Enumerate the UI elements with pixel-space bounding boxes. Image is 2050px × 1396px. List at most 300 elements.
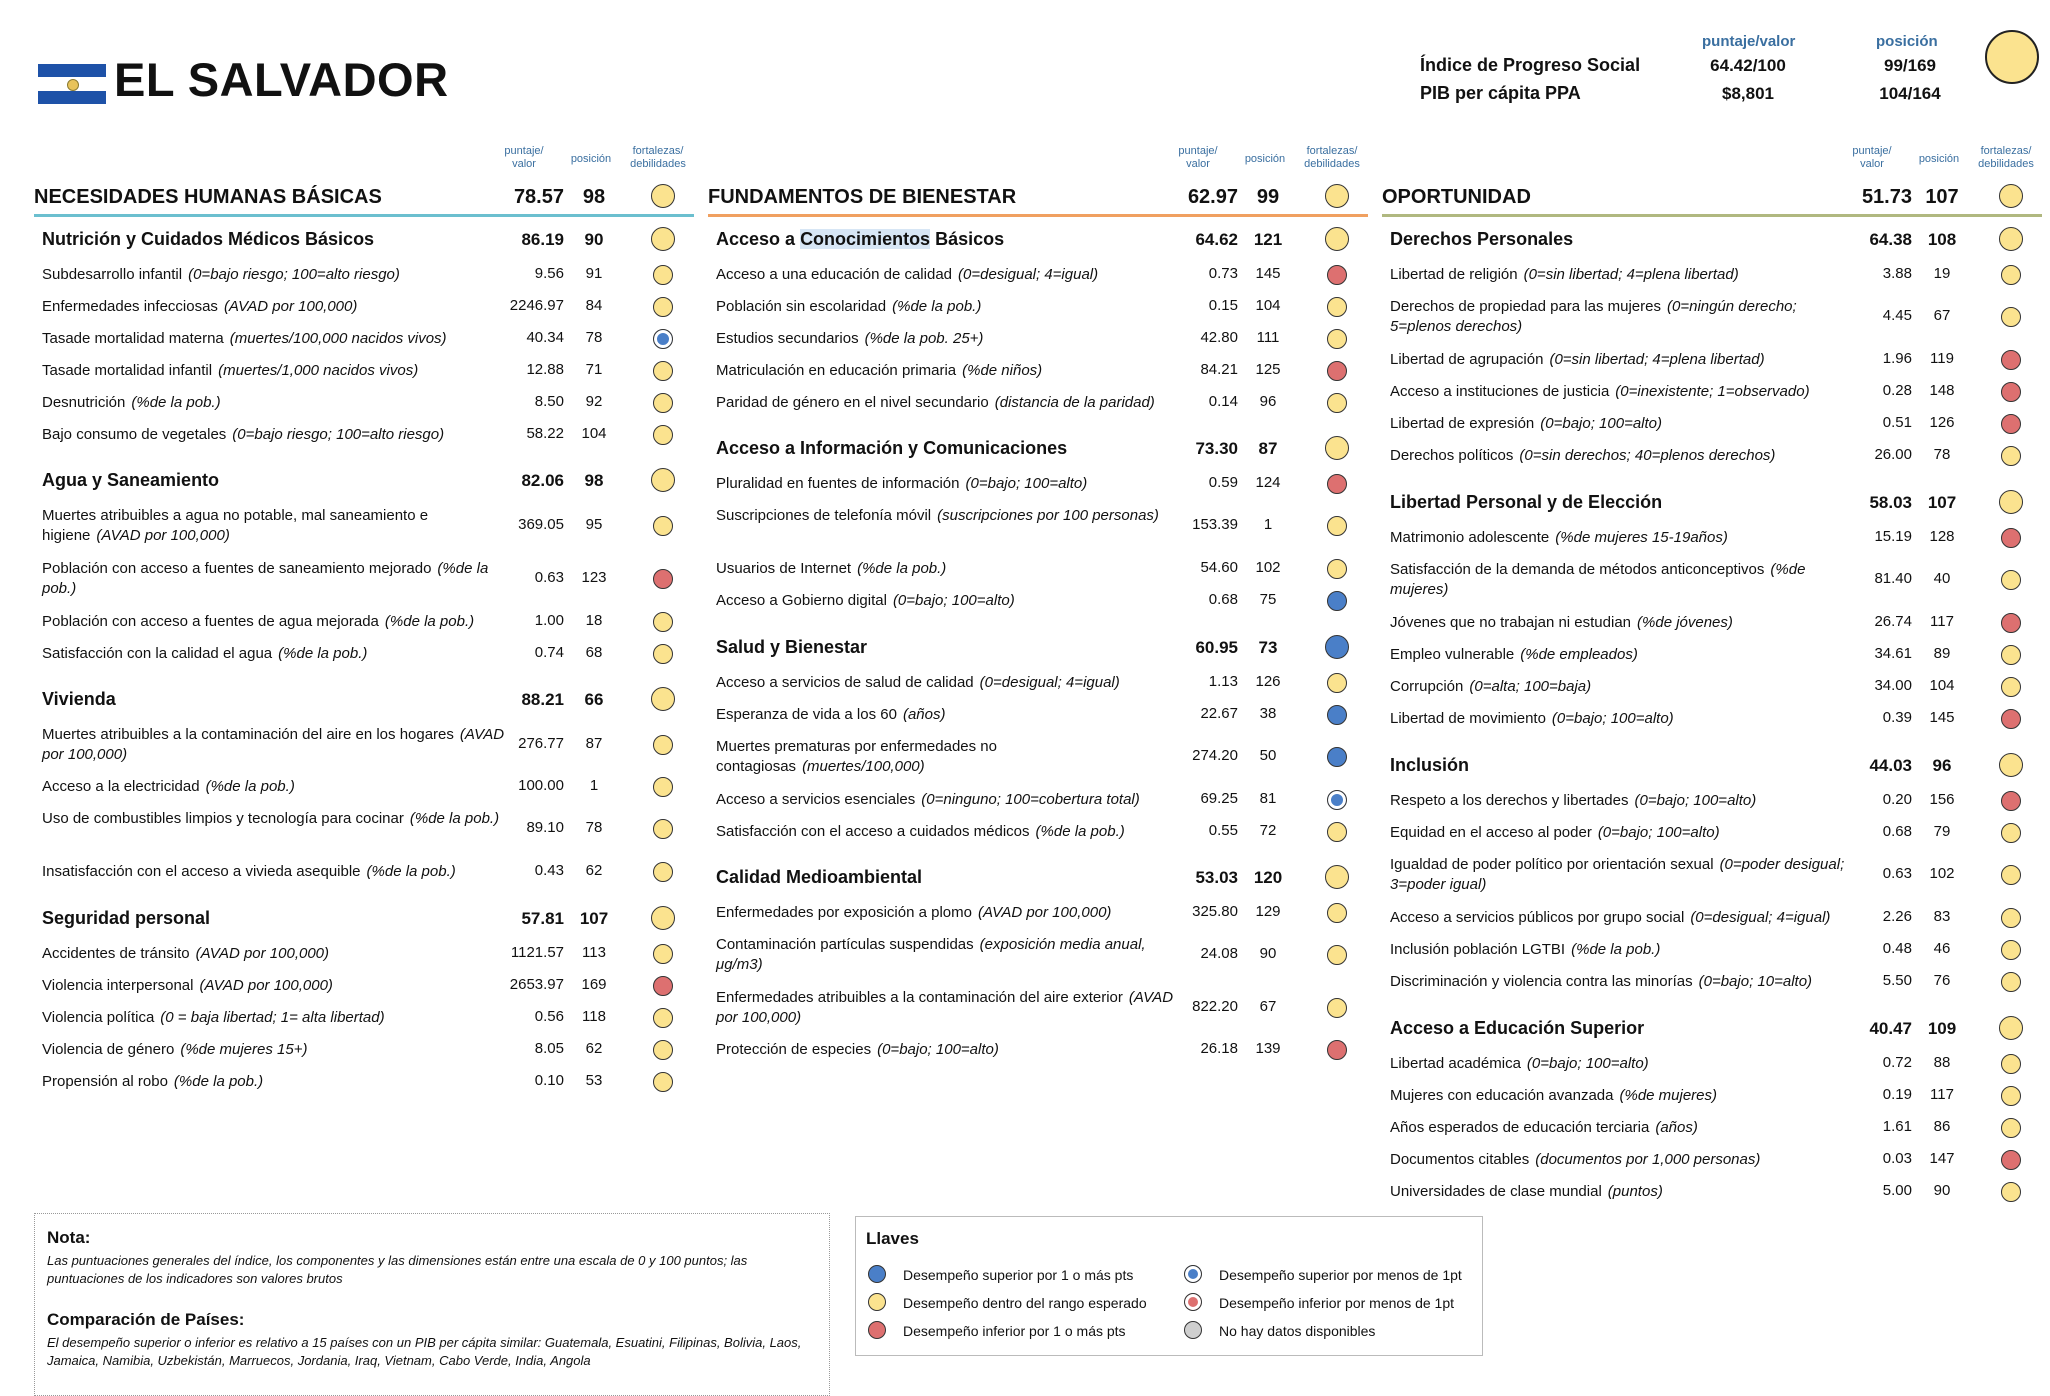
indicator-rank: 90 [1259, 945, 1277, 962]
indicator-score: 4.45 [1882, 307, 1912, 324]
summary-spi-score: 64.42/100 [1710, 56, 1786, 75]
indicator-unit: (%de la pob.) [173, 1073, 264, 1090]
indicator-unit: (%de la pob.) [384, 613, 475, 630]
indicator-label: Respeto a los derechos y libertades [1390, 792, 1629, 809]
indicator-unit: (0=bajo; 100=alto) [892, 592, 1015, 609]
component-name: Libertad Personal y de Elección [1390, 492, 1663, 512]
indicator-score: 100.00 [518, 777, 564, 794]
indicator-rank: 95 [585, 516, 603, 533]
indicator-score: 0.03 [1882, 1150, 1912, 1167]
indicator-label: Acceso a la electricidad [42, 778, 200, 795]
rank-header: posición [1918, 153, 1960, 165]
indicator-status-dot [653, 862, 673, 882]
indicator-status-dot [653, 265, 673, 285]
indicator-unit: (%de la pob.) [366, 863, 456, 880]
indicator-status-dot [653, 393, 673, 413]
indicator-status-dot [2001, 1118, 2021, 1138]
indicator-rank: 111 [1256, 329, 1280, 346]
indicator-name [1390, 645, 1910, 665]
indicator-name [42, 361, 562, 381]
indicator-name [716, 673, 1236, 693]
indicator-status-dot [2001, 940, 2021, 960]
indicator-rank: 145 [1255, 265, 1281, 282]
indicator-unit: (0=sin derechos; 40=plenos derechos) [1519, 447, 1776, 464]
indicator-rank: 92 [585, 393, 603, 410]
indicator-score: 153.39 [1192, 516, 1238, 533]
indicator-rank: 67 [1933, 307, 1951, 324]
indicator-unit: (%de la pob.) [205, 778, 295, 795]
indicator-rank: 126 [1255, 673, 1281, 690]
indicator-rank: 18 [585, 612, 603, 629]
dimension-status-dot [651, 184, 675, 208]
component-rank: 96 [1932, 756, 1952, 775]
indicator-rank: 86 [1933, 1118, 1951, 1135]
indicator-label: Violencia interpersonal [42, 977, 194, 994]
indicator-label: Matriculación en educación primaria [716, 362, 957, 379]
key-dot [1184, 1293, 1202, 1311]
component-score: 53.03 [1195, 868, 1238, 887]
indicator-name [42, 265, 562, 285]
indicator-score: 8.05 [534, 1040, 564, 1057]
indicator-status-dot [2001, 414, 2021, 434]
indicator-name [1390, 528, 1910, 548]
component-score: 40.47 [1869, 1019, 1912, 1038]
indicator-score: 69.25 [1200, 790, 1238, 807]
indicator-label: Mujeres con educación avanzada [1390, 1087, 1614, 1104]
indicator-unit: (0=ningún derecho; 5=plenos derechos) [1390, 298, 1797, 335]
indicator-score: 0.15 [1208, 297, 1238, 314]
indicator-status-dot [1327, 393, 1347, 413]
indicator-unit: (0 = baja libertad; 1= alta libertad) [160, 1009, 385, 1026]
indicator-name [716, 506, 1186, 526]
indicator-score: 5.00 [1882, 1182, 1912, 1199]
indicator-label: Libertad de expresión [1390, 415, 1535, 432]
indicator-unit: (0=bajo riesgo; 100=alto riesgo) [188, 266, 400, 283]
sw-header: fortalezas/ debilidades [630, 145, 686, 170]
indicator-rank: 128 [1929, 528, 1955, 545]
indicator-score: 1.96 [1882, 350, 1912, 367]
indicator-unit: (0=ninguno; 100=cobertura total) [921, 791, 1140, 808]
component-rank: 66 [584, 690, 604, 709]
indicator-name [1390, 297, 1860, 337]
dimension-status-dot [1325, 184, 1349, 208]
indicator-unit: (0=desigual; 4=igual) [1690, 909, 1831, 926]
indicator-status-dot [653, 644, 673, 664]
indicator-status-dot [2001, 1054, 2021, 1074]
indicator-name [1390, 265, 1910, 285]
indicator-score: 822.20 [1192, 998, 1238, 1015]
indicator-unit: (%de la pob.) [278, 645, 368, 662]
indicator-rank: 78 [585, 819, 603, 836]
indicator-unit: (%de la pob.) [857, 560, 947, 577]
indicator-rank: 117 [1930, 613, 1954, 630]
component-name: Calidad Medioambiental [716, 867, 923, 887]
component-score: 73.30 [1195, 439, 1238, 458]
indicator-rank: 118 [582, 1008, 606, 1025]
indicator-name [716, 988, 1186, 1028]
indicator-score: 0.63 [534, 569, 564, 586]
score-header: puntaje/ valor [1852, 145, 1892, 170]
summary-gdp-label: PIB per cápita PPA [1420, 83, 1581, 103]
indicator-rank: 113 [582, 944, 606, 961]
indicator-status-dot [653, 612, 673, 632]
indicator-status-dot [1327, 516, 1347, 536]
dimension-name: NECESIDADES HUMANAS BÁSICAS [34, 186, 382, 208]
indicator-unit: (%de la pob.) [1035, 823, 1125, 840]
indicator-name [716, 265, 1236, 285]
indicator-rank: 19 [1933, 265, 1951, 282]
indicator-label: Jóvenes que no trabajan ni estudian [1390, 614, 1632, 631]
component-name: Inclusión [1390, 755, 1470, 775]
component-status-dot [651, 906, 675, 930]
indicator-label: Enfermedades atribuibles a la contaminación del aire exterior [716, 989, 1123, 1006]
indicator-label: Violencia de género [42, 1041, 175, 1058]
indicator-rank: 75 [1259, 591, 1277, 608]
indicator-score: 0.73 [1208, 265, 1238, 282]
indicator-status-dot [653, 1008, 673, 1028]
indicator-score: 0.28 [1882, 382, 1912, 399]
indicator-rank: 79 [1933, 823, 1951, 840]
indicator-score: 58.22 [526, 425, 564, 442]
dimension-name: OPORTUNIDAD [1382, 186, 1531, 208]
indicator-label: Bajo consumo de vegetales [42, 426, 227, 443]
indicator-score: 0.72 [1882, 1054, 1912, 1071]
indicator-label: Uso de combustibles limpios y tecnología para cocinar [42, 810, 404, 827]
indicator-unit: (%de la pob.) [409, 810, 500, 827]
indicator-status-dot [2001, 709, 2021, 729]
component-status-dot [1999, 753, 2023, 777]
indicator-status-dot [2001, 307, 2021, 327]
indicator-score: 0.68 [1882, 823, 1912, 840]
column-header-labels [708, 145, 1368, 181]
indicator-unit: (años) [902, 706, 946, 723]
indicator-rank: 102 [1929, 865, 1955, 882]
indicator-score: 12.88 [526, 361, 564, 378]
indicator-label: Empleo vulnerable [1390, 646, 1515, 663]
indicator-status-dot [653, 569, 673, 589]
indicator-unit: (exposición media anual, μg/m3) [716, 936, 1146, 973]
indicator-rank: 40 [1933, 570, 1951, 587]
component-name: Derechos Personales [1390, 229, 1574, 249]
indicator-name [1390, 972, 1910, 992]
indicator-status-dot [653, 425, 673, 445]
indicator-unit: (%de la pob. 25+) [864, 330, 984, 347]
indicator-status-dot [1327, 705, 1347, 725]
indicator-label: Contaminación partículas suspendidas [716, 936, 974, 953]
component-rank: 107 [1927, 493, 1957, 512]
key-title: Llaves [866, 1229, 919, 1248]
component-score: 60.95 [1195, 638, 1238, 657]
component-score: 88.21 [521, 690, 564, 709]
sw-header: fortalezas/ debilidades [1304, 145, 1360, 170]
indicator-rank: 104 [1929, 677, 1955, 694]
indicator-status-dot [2001, 570, 2021, 590]
indicator-unit: (muertes/1,000 nacidos vivos) [218, 362, 419, 379]
indicator-unit: (0=bajo; 100=alto) [1526, 1055, 1649, 1072]
key-dot [868, 1321, 886, 1339]
indicator-label: Satisfacción con la calidad el agua [42, 645, 273, 662]
indicator-name [1390, 446, 1910, 466]
indicator-name [1390, 908, 1910, 928]
dimension-score: 78.57 [513, 186, 564, 208]
indicator-status-dot [653, 976, 673, 996]
indicator-unit: (0=bajo; 100=alto) [877, 1041, 999, 1058]
component-name [716, 229, 1004, 250]
indicator-unit: (%de la pob.) [131, 394, 221, 411]
indicator-label: Acceso a instituciones de justicia [1390, 383, 1610, 400]
component-status-dot [1325, 227, 1349, 251]
indicator-name [1390, 855, 1860, 895]
indicator-label: Derechos de propiedad para las mujeres [1390, 298, 1661, 315]
indicator-name [716, 935, 1186, 975]
indicator-label: Población con acceso a fuentes de agua mejorada [42, 613, 379, 630]
dimension-rank: 99 [1256, 186, 1280, 208]
indicator-unit: (%de la pob.) [892, 298, 982, 315]
dimension-rank: 98 [582, 186, 606, 208]
indicator-label: Satisfacción con el acceso a cuidados médicos [716, 823, 1030, 840]
indicator-status-dot [653, 516, 673, 536]
indicator-status-dot [1327, 945, 1347, 965]
overall-indicator-dot [1985, 30, 2039, 84]
indicator-status-dot [2001, 1086, 2021, 1106]
indicator-label: Pluralidad en fuentes de información [716, 475, 960, 492]
component-score: 82.06 [521, 471, 564, 490]
indicator-label: Matrimonio adolescente [1390, 529, 1550, 546]
indicator-name [42, 393, 562, 413]
indicator-status-dot [2001, 1150, 2021, 1170]
comparison-title: Comparación de Países: [47, 1310, 245, 1329]
indicator-score: 54.60 [1200, 559, 1238, 576]
key-dot [868, 1293, 886, 1311]
indicator-unit: (0=desigual; 4=igual) [958, 266, 1099, 283]
indicator-label: Suscripciones de telefonía móvil [716, 507, 932, 524]
component-score: 58.03 [1869, 493, 1912, 512]
indicator-unit: (0=inexistente; 1=observado) [1615, 383, 1810, 400]
dimension-status-dot [1999, 184, 2023, 208]
indicator-status-dot [1327, 998, 1347, 1018]
indicator-unit: (0=desigual; 4=igual) [979, 674, 1120, 691]
indicator-label: Esperanza de vida a los 60 [716, 706, 897, 723]
indicator-status-dot [1327, 591, 1347, 611]
indicator-rank: 76 [1933, 972, 1951, 989]
indicator-label: Libertad de movimiento [1390, 710, 1546, 727]
indicator-status-dot [2001, 1182, 2021, 1202]
component-score: 64.38 [1869, 230, 1912, 249]
indicator-score: 0.10 [534, 1072, 564, 1089]
indicator-score: 0.55 [1208, 822, 1238, 839]
indicator-unit: (0=sin libertad; 4=plena libertad) [1549, 351, 1765, 368]
indicator-name [716, 822, 1236, 842]
indicator-unit: (0=bajo; 10=alto) [1698, 973, 1813, 990]
indicator-unit: (AVAD por 100,000) [977, 904, 1112, 921]
indicator-score: 26.74 [1874, 613, 1912, 630]
indicator-rank: 145 [1929, 709, 1955, 726]
indicator-score: 0.39 [1882, 709, 1912, 726]
indicator-label: Violencia política [42, 1009, 155, 1026]
dimension-score: 62.97 [1187, 186, 1238, 208]
note-title: Nota: [47, 1228, 91, 1247]
indicator-status-dot [653, 735, 673, 755]
indicator-unit: (0=bajo; 100=alto) [1634, 792, 1757, 809]
indicator-name [42, 1072, 562, 1092]
indicator-label: Acceso a una educación de calidad [716, 266, 953, 283]
indicator-name [42, 329, 562, 349]
component-status-dot [1325, 635, 1349, 659]
key-dot [1184, 1265, 1202, 1283]
indicator-name [42, 862, 562, 882]
indicator-score: 1.13 [1208, 673, 1238, 690]
indicator-status-dot [2001, 446, 2021, 466]
indicator-label: Acceso a servicios esenciales [716, 791, 916, 808]
indicator-name [716, 361, 1236, 381]
indicator-rank: 126 [1929, 414, 1955, 431]
indicator-rank: 123 [581, 569, 607, 586]
indicator-label: Discriminación y violencia contra las minorías [1390, 973, 1693, 990]
indicator-status-dot [653, 1040, 673, 1060]
indicator-rank: 125 [1255, 361, 1281, 378]
indicator-unit: (AVAD por 100,000) [223, 298, 358, 315]
indicator-score: 0.74 [534, 644, 564, 661]
indicator-name [1390, 823, 1910, 843]
indicator-unit: (0=bajo riesgo; 100=alto riesgo) [232, 426, 445, 443]
indicator-rank: 102 [1255, 559, 1281, 576]
indicator-rank: 88 [1933, 1054, 1951, 1071]
indicator-name [716, 737, 1186, 777]
indicator-status-dot [2001, 823, 2021, 843]
indicator-name [42, 297, 562, 317]
indicator-rank: 169 [581, 976, 607, 993]
indicator-rank: 104 [581, 425, 607, 442]
indicator-name [716, 1040, 1236, 1060]
indicator-status-dot [2001, 382, 2021, 402]
indicator-rank: 1 [1263, 516, 1273, 533]
column-header-labels [1382, 145, 2042, 181]
indicator-status-dot [1327, 822, 1347, 842]
indicator-label: Muertes atribuibles a agua no potable, mal saneamiento e higiene [42, 507, 429, 544]
component-status-dot [651, 227, 675, 251]
indicator-label: Inclusión población LGTBI [1390, 941, 1566, 958]
indicator-rank: 78 [1933, 446, 1951, 463]
indicator-status-dot [1327, 474, 1347, 494]
indicator-rank: 139 [1255, 1040, 1281, 1057]
indicator-name [716, 903, 1236, 923]
key-label: Desempeño superior por 1 o más pts [903, 1267, 1134, 1283]
key-label: Desempeño inferior por 1 o más pts [903, 1323, 1126, 1339]
indicator-score: 1.61 [1882, 1118, 1912, 1135]
indicator-rank: 46 [1933, 940, 1951, 957]
indicator-score: 9.56 [534, 265, 564, 282]
indicator-label: Enfermedades por exposición a plomo [716, 904, 972, 921]
indicator-unit: (AVAD por 100,000) [96, 527, 230, 544]
indicator-score: 42.80 [1200, 329, 1238, 346]
indicator-rank: 62 [585, 862, 603, 879]
indicator-name [42, 559, 512, 599]
indicator-label: Acceso a Gobierno digital [716, 592, 887, 609]
indicator-name [716, 297, 1236, 317]
indicator-score: 84.21 [1200, 361, 1238, 378]
indicator-score: 26.18 [1200, 1040, 1238, 1057]
indicator-name [1390, 1086, 1910, 1106]
indicator-label: Documentos citables [1390, 1151, 1530, 1168]
indicator-unit: (%de mujeres) [1619, 1087, 1718, 1104]
indicator-name [42, 944, 562, 964]
indicator-rank: 89 [1933, 645, 1951, 662]
indicator-unit: (puntos) [1607, 1183, 1663, 1200]
indicator-name [1390, 414, 1910, 434]
indicator-status-dot [1327, 559, 1347, 579]
component-status-dot [1999, 490, 2023, 514]
indicator-score: 15.19 [1874, 528, 1912, 545]
indicator-unit: (%de mujeres 15+) [180, 1041, 308, 1058]
component-rank: 120 [1253, 868, 1283, 887]
indicator-label: Muertes atribuibles a la contaminación del aire en los hogares [42, 726, 454, 743]
country-title: EL SALVADOR [114, 53, 449, 106]
indicator-unit: (%de empleados) [1520, 646, 1638, 663]
indicator-status-dot [2001, 528, 2021, 548]
key-dot [868, 1265, 886, 1283]
rank-header: posición [1244, 153, 1286, 165]
indicator-rank: 78 [585, 329, 603, 346]
component-rank: 109 [1927, 1019, 1957, 1038]
indicator-name [1390, 1150, 1910, 1170]
indicator-rank: 83 [1933, 908, 1951, 925]
indicator-status-dot [2001, 972, 2021, 992]
indicator-unit: (0=sin libertad; 4=plena libertad) [1523, 266, 1739, 283]
indicator-label: Muertes prematuras por enfermedades no contagiosas [716, 738, 997, 775]
score-header: puntaje/ valor [1178, 145, 1218, 170]
indicator-label: Tasade mortalidad materna [42, 330, 224, 347]
key-box [855, 1216, 1483, 1356]
indicator-score: 22.67 [1200, 705, 1238, 722]
indicator-score: 0.20 [1882, 791, 1912, 808]
component-name: Acceso a Educación Superior [1390, 1018, 1645, 1038]
component-name: Acceso a Información y Comunicaciones [716, 438, 1068, 458]
indicator-rank: 96 [1259, 393, 1277, 410]
component-status-dot [1325, 436, 1349, 460]
indicator-name [716, 559, 1236, 579]
sw-header: fortalezas/ debilidades [1978, 145, 2034, 170]
indicator-name [42, 506, 512, 546]
component-status-dot [1999, 1016, 2023, 1040]
indicator-name [716, 474, 1236, 494]
indicator-name [42, 777, 562, 797]
indicator-unit: (0=alta; 100=baja) [1469, 678, 1592, 695]
indicator-label: Subdesarrollo infantil [42, 266, 183, 283]
indicator-label: Derechos políticos [1390, 447, 1514, 464]
dimension-row [1382, 182, 2042, 217]
note-text: Las puntuaciones generales del índice, los componentes y las dimensiones están entre una escala de 0 y 100 puntos; las puntuaciones de los indicadores son valores brutos [47, 1253, 748, 1286]
indicator-rank: 72 [1259, 822, 1277, 839]
indicator-score: 1.00 [534, 612, 564, 629]
indicator-label: Insatisfacción con el acceso a vivieda asequible [42, 863, 361, 880]
indicator-unit: (0=bajo; 100=alto) [1551, 710, 1674, 727]
component-name: Seguridad personal [42, 908, 211, 928]
indicator-label: Satisfacción de la demanda de métodos anticonceptivos [1390, 561, 1765, 578]
indicator-rank: 87 [585, 735, 603, 752]
component-score: 44.03 [1869, 756, 1912, 775]
indicator-score: 0.59 [1208, 474, 1238, 491]
rank-header: posición [570, 153, 612, 165]
indicator-name [42, 1008, 562, 1028]
indicator-label: Acceso a servicios de salud de calidad [716, 674, 974, 691]
component-status-dot [651, 687, 675, 711]
indicator-score: 0.68 [1208, 591, 1238, 608]
indicator-name [1390, 382, 1910, 402]
component-score: 86.19 [521, 230, 564, 249]
indicator-status-dot [2001, 865, 2021, 885]
indicator-score: 0.14 [1208, 393, 1238, 410]
indicator-unit: (0=poder desigual; 3=poder igual) [1390, 856, 1845, 893]
